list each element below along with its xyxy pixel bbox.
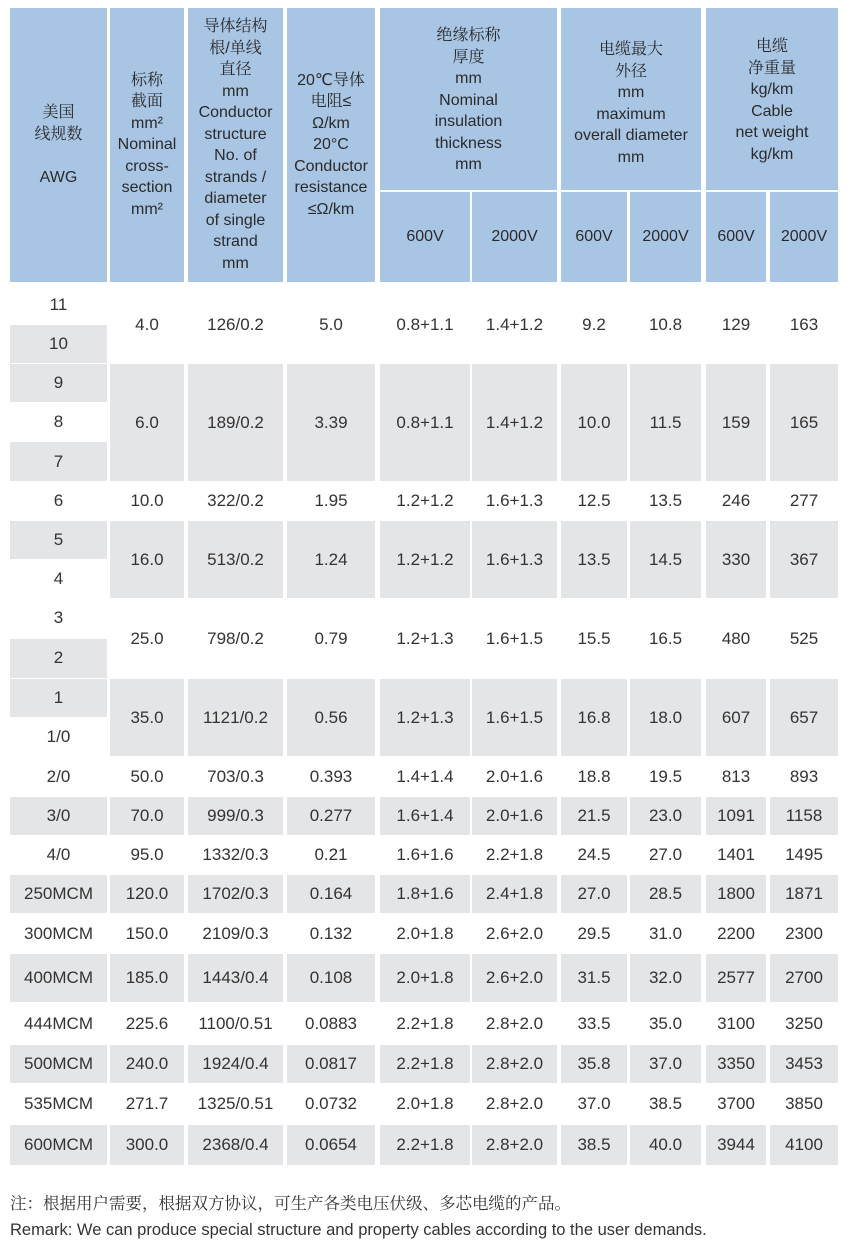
cell-wt2000: 525 [789, 628, 819, 648]
cell-wt600: 607 [706, 679, 766, 756]
header-conductor: 导体结构 根/单线 直径 mm Conductor structure No. of strands / diameter of single strand mm [188, 8, 283, 282]
cell-dia600: 33.5 [577, 1013, 611, 1033]
cell-ins600: 1.6+1.4 [380, 797, 470, 835]
awg-cell: 6 [53, 491, 64, 510]
cell-wt600: 159 [706, 364, 766, 481]
cell-wt2000: 1871 [770, 875, 838, 913]
subheader-diameter-2000v: 2000V [630, 192, 701, 282]
header-weight: 电缆 净重量 kg/km Cable net weight kg/km [706, 8, 838, 190]
cell-ins600: 0.8+1.1 [396, 314, 454, 334]
cell-resistance: 0.277 [287, 797, 375, 835]
cell-wt600: 2577 [706, 954, 766, 1002]
cell-conductor: 1121/0.2 [188, 679, 283, 756]
cell-section: 35.0 [110, 679, 184, 756]
cell-conductor: 1332/0.3 [202, 845, 269, 864]
cell-conductor: 322/0.2 [207, 491, 264, 510]
cell-dia600: 27.0 [561, 875, 627, 913]
cell-section: 150.0 [125, 923, 169, 943]
awg-cell: 4 [53, 568, 64, 588]
awg-cell: 7 [10, 442, 107, 481]
cell-ins2000: 1.6+1.3 [472, 521, 557, 598]
cell-dia600: 37.0 [577, 1094, 611, 1113]
cell-wt2000: 277 [789, 491, 819, 510]
cell-wt2000: 1158 [770, 797, 838, 835]
header-section: 标称 截面 mm² Nominal cross- section mm² [110, 8, 184, 282]
header-diameter: 电缆最大 外径 mm maximum overall diameter mm [561, 8, 701, 190]
cell-resistance: 0.132 [309, 923, 353, 943]
cell-ins2000: 1.6+1.3 [485, 491, 544, 510]
cell-ins2000: 1.4+1.2 [485, 314, 544, 334]
cell-section: 70.0 [110, 797, 184, 835]
cell-section: 4.0 [135, 314, 159, 334]
cell-dia2000: 38.5 [648, 1094, 683, 1113]
cell-wt2000: 893 [789, 766, 819, 786]
cell-ins600: 1.2+1.3 [396, 628, 454, 648]
cell-resistance: 0.21 [314, 845, 348, 864]
cell-conductor: 126/0.2 [207, 314, 264, 334]
cell-section: 16.0 [110, 521, 184, 598]
cell-ins2000: 2.4+1.8 [472, 875, 557, 913]
cell-wt600: 813 [721, 766, 751, 786]
cell-ins2000: 1.6+1.5 [485, 628, 544, 648]
cell-dia600: 10.0 [561, 364, 627, 481]
awg-cell: 2 [10, 639, 107, 679]
awg-cell: 400MCM [10, 954, 107, 1002]
cell-dia600: 38.5 [561, 1125, 627, 1165]
cell-ins2000: 2.8+2.0 [472, 1125, 557, 1165]
cell-dia600: 12.5 [577, 491, 611, 510]
cell-section: 185.0 [110, 954, 184, 1002]
cell-section: 10.0 [130, 491, 164, 510]
cell-wt2000: 2300 [785, 923, 823, 943]
cell-ins2000: 2.6+2.0 [472, 954, 557, 1002]
cell-section: 6.0 [110, 364, 184, 481]
cell-ins600: 2.2+1.8 [380, 1125, 470, 1165]
cell-wt600: 2200 [717, 923, 755, 943]
cell-conductor: 513/0.2 [188, 521, 283, 598]
cell-conductor: 1924/0.4 [188, 1045, 283, 1083]
awg-cell: 9 [10, 364, 107, 402]
cell-ins600: 2.2+1.8 [396, 1013, 454, 1033]
awg-cell: 250MCM [10, 875, 107, 913]
awg-cell: 8 [53, 412, 64, 431]
cell-wt600: 129 [721, 314, 751, 334]
cell-section: 95.0 [130, 845, 164, 864]
cell-dia600: 31.5 [561, 954, 627, 1002]
cell-section: 120.0 [110, 875, 184, 913]
awg-cell: 1 [10, 679, 107, 717]
cell-conductor: 1100/0.51 [198, 1013, 273, 1033]
cell-resistance: 0.393 [309, 766, 353, 786]
cell-resistance: 5.0 [319, 314, 343, 334]
cell-wt600: 3100 [717, 1013, 755, 1033]
subheader-diameter-600v: 600V [561, 192, 627, 282]
awg-cell: 500MCM [10, 1045, 107, 1083]
awg-cell: 444MCM [24, 1013, 93, 1033]
cell-ins600: 1.2+1.2 [380, 521, 470, 598]
cell-wt2000: 657 [770, 679, 838, 756]
cell-wt600: 246 [721, 491, 751, 510]
cell-dia2000: 28.5 [630, 875, 701, 913]
header-awg: 美国 线规数 AWG [10, 8, 107, 282]
cell-dia2000: 14.5 [630, 521, 701, 598]
cell-section: 50.0 [130, 766, 164, 786]
awg-cell: 3/0 [10, 797, 107, 835]
cell-resistance: 0.0817 [287, 1045, 375, 1083]
cell-conductor: 999/0.3 [188, 797, 283, 835]
cell-conductor: 1443/0.4 [188, 954, 283, 1002]
cell-ins600: 1.2+1.3 [380, 679, 470, 756]
header-insulation: 绝缘标称 厚度 mm Nominal insulation thickness mm [380, 8, 557, 190]
cell-ins600: 1.2+1.2 [396, 491, 454, 510]
cell-dia2000: 13.5 [648, 491, 683, 510]
subheader-insulation-600v: 600V [380, 192, 470, 282]
awg-cell: 11 [49, 294, 68, 314]
cell-dia600: 18.8 [577, 766, 611, 786]
cell-ins2000: 1.6+1.5 [472, 679, 557, 756]
cell-dia2000: 23.0 [630, 797, 701, 835]
cell-ins600: 2.2+1.8 [380, 1045, 470, 1083]
cell-ins600: 2.0+1.8 [380, 954, 470, 1002]
cell-resistance: 0.79 [314, 628, 348, 648]
cell-dia2000: 37.0 [630, 1045, 701, 1083]
cell-ins2000: 2.0+1.6 [485, 766, 544, 786]
cell-wt2000: 3850 [785, 1094, 823, 1113]
note-chinese: 注：根据用户需要，根据双方协议，可生产各类电压伏级、多芯电缆的产品。 [10, 1195, 571, 1213]
cell-wt600: 480 [721, 628, 751, 648]
cell-ins600: 1.6+1.6 [396, 845, 454, 864]
cell-wt2000: 163 [789, 314, 819, 334]
awg-cell: 4/0 [46, 845, 71, 864]
cell-ins2000: 2.0+1.6 [472, 797, 557, 835]
cell-resistance: 1.24 [287, 521, 375, 598]
cell-conductor: 189/0.2 [188, 364, 283, 481]
cell-resistance: 1.95 [314, 491, 348, 510]
cell-section: 225.6 [125, 1013, 169, 1033]
cell-dia600: 29.5 [577, 923, 611, 943]
cell-section: 240.0 [110, 1045, 184, 1083]
cell-ins2000: 2.8+2.0 [472, 1045, 557, 1083]
cell-section: 271.7 [125, 1094, 169, 1113]
cell-resistance: 0.0654 [287, 1125, 375, 1165]
awg-cell: 10 [10, 325, 107, 364]
subheader-weight-600v: 600V [706, 192, 766, 282]
cell-resistance: 3.39 [287, 364, 375, 481]
cell-dia2000: 11.5 [630, 364, 701, 481]
cell-ins600: 1.4+1.4 [396, 766, 454, 786]
awg-cell: 1/0 [46, 726, 71, 746]
cell-wt600: 3944 [706, 1125, 766, 1165]
cell-ins600: 2.0+1.8 [396, 923, 454, 943]
cell-resistance: 0.164 [287, 875, 375, 913]
cell-resistance: 0.0883 [305, 1013, 357, 1033]
cell-dia2000: 27.0 [648, 845, 683, 864]
cell-wt600: 1401 [717, 845, 755, 864]
subheader-weight-2000v: 2000V [770, 192, 838, 282]
cell-dia2000: 40.0 [630, 1125, 701, 1165]
cell-resistance: 0.108 [287, 954, 375, 1002]
cell-dia2000: 16.5 [648, 628, 683, 648]
cell-ins2000: 1.4+1.2 [472, 364, 557, 481]
note-english: Remark: We can produce special structure and property cables according to the user demands. [10, 1221, 707, 1239]
cell-wt2000: 3250 [785, 1013, 823, 1033]
cell-conductor: 1702/0.3 [188, 875, 283, 913]
cell-dia600: 21.5 [561, 797, 627, 835]
awg-cell: 600MCM [10, 1125, 107, 1165]
cell-wt600: 1091 [706, 797, 766, 835]
cell-conductor: 703/0.3 [207, 766, 264, 786]
header-resistance: 20℃导体 电阻≤ Ω/km 20°C Conductor resistance ≤Ω/km [287, 8, 375, 282]
subheader-insulation-2000v: 2000V [472, 192, 557, 282]
cell-wt600: 1800 [706, 875, 766, 913]
cell-dia2000: 18.0 [630, 679, 701, 756]
cell-conductor: 2368/0.4 [188, 1125, 283, 1165]
cell-ins2000: 2.8+2.0 [485, 1013, 544, 1033]
cell-dia2000: 32.0 [630, 954, 701, 1002]
cell-wt2000: 2700 [770, 954, 838, 1002]
cell-conductor: 798/0.2 [207, 628, 264, 648]
cell-dia2000: 31.0 [648, 923, 683, 943]
cell-dia2000: 10.8 [648, 314, 683, 334]
cell-dia600: 13.5 [561, 521, 627, 598]
cell-wt600: 3700 [717, 1094, 755, 1113]
cell-wt2000: 1495 [785, 845, 823, 864]
cell-section: 25.0 [130, 628, 164, 648]
cell-ins2000: 2.8+2.0 [485, 1094, 544, 1113]
cell-ins2000: 2.2+1.8 [485, 845, 544, 864]
cell-ins600: 0.8+1.1 [380, 364, 470, 481]
cell-dia600: 35.8 [561, 1045, 627, 1083]
awg-cell: 300MCM [24, 923, 93, 943]
awg-cell: 535MCM [24, 1094, 93, 1113]
cell-conductor: 2109/0.3 [202, 923, 269, 943]
cell-resistance: 0.0732 [305, 1094, 357, 1113]
cell-dia2000: 19.5 [648, 766, 683, 786]
awg-cell: 3 [53, 608, 64, 628]
cell-wt2000: 367 [770, 521, 838, 598]
cell-wt600: 330 [706, 521, 766, 598]
cell-dia600: 16.8 [561, 679, 627, 756]
cell-wt2000: 3453 [770, 1045, 838, 1083]
awg-cell: 2/0 [46, 766, 71, 786]
cell-wt2000: 4100 [770, 1125, 838, 1165]
cell-ins600: 1.8+1.6 [380, 875, 470, 913]
cell-dia2000: 35.0 [648, 1013, 683, 1033]
cell-resistance: 0.56 [287, 679, 375, 756]
cell-ins2000: 2.6+2.0 [485, 923, 544, 943]
cell-dia600: 15.5 [577, 628, 611, 648]
cell-section: 300.0 [110, 1125, 184, 1165]
awg-cell: 5 [10, 521, 107, 559]
cell-dia600: 24.5 [577, 845, 611, 864]
cell-wt600: 3350 [706, 1045, 766, 1083]
cell-wt2000: 165 [770, 364, 838, 481]
cell-conductor: 1325/0.51 [197, 1094, 274, 1113]
cell-ins600: 2.0+1.8 [396, 1094, 454, 1113]
cell-dia600: 9.2 [582, 314, 606, 334]
